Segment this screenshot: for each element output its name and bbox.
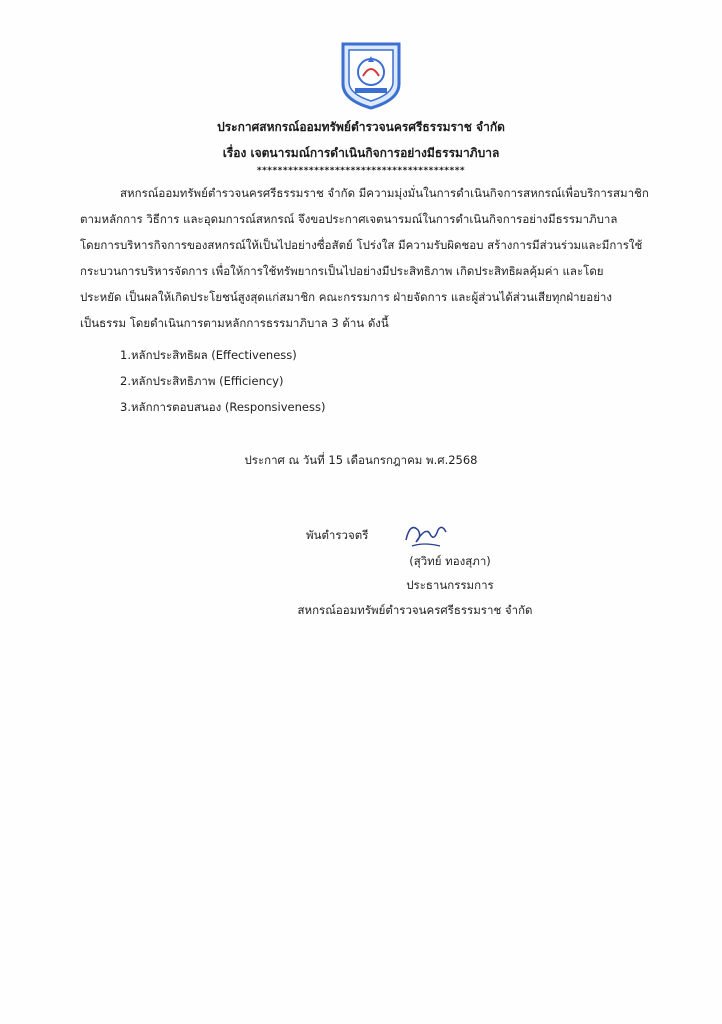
cooperative-emblem-icon: [335, 38, 407, 110]
signatory-position: ประธานกรรมการ: [406, 578, 494, 592]
announcement-date: ประกาศ ณ วันที่ 15 เดือนกรกฎาคม พ.ศ.2568: [244, 453, 478, 467]
announcement-subject: เรื่อง เจตนารมณ์การดำเนินกิจการอย่างมีธรรมาภิบาล: [222, 146, 500, 160]
principle-item: 2.หลักประสิทธิภาพ (Efficiency): [120, 374, 284, 388]
signatory-rank: พันตำรวจตรี: [306, 528, 369, 542]
signatory-organization: สหกรณ์ออมทรัพย์ตำรวจนครศรีธรรมราช จำกัด: [297, 603, 533, 617]
separator-line: ****************************************: [256, 166, 466, 176]
body-line: สหกรณ์ออมทรัพย์ตำรวจนครศรีธรรมราช จำกัด มีความมุ่งมั่นในการดำเนินกิจการสหกรณ์เพื่อบริการสมาชิก: [120, 186, 649, 200]
handwritten-signature: [400, 512, 450, 552]
signatory-name: (สุวิทย์ ทองสุภา): [409, 554, 491, 568]
body-line: เป็นธรรม โดยดำเนินการตามหลักการธรรมาภิบาล 3 ด้าน ดังนี้: [80, 316, 389, 330]
body-line: ตามหลักการ วิธีการ และอุดมการณ์สหกรณ์ จึงขอประกาศเจตนารมณ์ในการดำเนินกิจการอย่างมีธรรมาภิบาล: [80, 212, 618, 226]
principle-item: 3.หลักการตอบสนอง (Responsiveness): [120, 400, 326, 414]
body-line: โดยการบริหารกิจการของสหกรณ์ให้เป็นไปอย่างซื่อสัตย์ โปร่งใส มีความรับผิดชอบ สร้างการมีส่วนร่วมและมีการใช้: [80, 238, 643, 252]
principle-item: 1.หลักประสิทธิผล (Effectiveness): [120, 348, 297, 362]
body-line: ประหยัด เป็นผลให้เกิดประโยชน์สูงสุดแก่สมาชิก คณะกรรมการ ฝ่ายจัดการ และผู้ส่วนได้ส่วนเสียทุกฝ่ายอย่าง: [80, 290, 613, 304]
announcement-title: ประกาศสหกรณ์ออมทรัพย์ตำรวจนครศรีธรรมราช จำกัด: [217, 120, 505, 134]
body-line: กระบวนการบริหารจัดการ เพื่อให้การใช้ทรัพยากรเป็นไปอย่างมีประสิทธิภาพ เกิดประสิทธิผลคุ้มค่า และโดย: [80, 264, 604, 278]
